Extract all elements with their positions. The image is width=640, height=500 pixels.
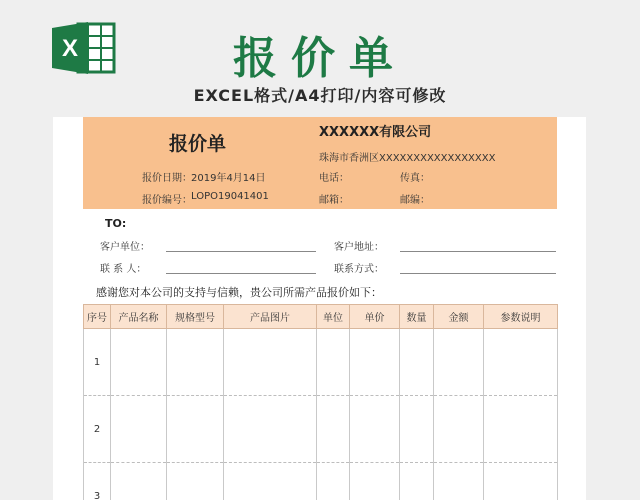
postcode-label: 邮编：: [400, 195, 430, 206]
banner-subtitle: EXCEL格式/A4打印/内容可修改: [193, 86, 447, 105]
table-cell[interactable]: [224, 329, 317, 396]
table-cell[interactable]: [350, 463, 400, 500]
company-address: 珠海市香洲区XXXXXXXXXXXXXXXXX: [319, 153, 496, 164]
table-cell[interactable]: [484, 463, 558, 500]
table-row: [84, 463, 558, 500]
table-cell[interactable]: [350, 396, 400, 463]
table-cell[interactable]: [434, 329, 484, 396]
table-cell[interactable]: [317, 396, 350, 463]
table-cell[interactable]: [400, 396, 434, 463]
table-cell[interactable]: [167, 329, 224, 396]
table-cell[interactable]: [167, 396, 224, 463]
table-cell[interactable]: [317, 463, 350, 500]
to-label: TO:: [105, 217, 127, 230]
table-cell[interactable]: [484, 396, 558, 463]
table-cell[interactable]: [167, 463, 224, 500]
table-cell[interactable]: [434, 463, 484, 500]
table-cell[interactable]: [224, 463, 317, 500]
col-header: 参数说明: [484, 305, 558, 329]
table-cell[interactable]: [224, 396, 317, 463]
col-header: 产品图片: [224, 305, 317, 329]
col-header: 规格型号: [167, 305, 224, 329]
contact-person-label: 联 系 人：: [100, 264, 147, 275]
quote-no-value: LOPO19041401: [191, 191, 269, 202]
contact-method-label: 联系方式：: [334, 264, 384, 275]
quote-table: [83, 304, 558, 500]
col-header: 数量: [400, 305, 434, 329]
table-header-row: [84, 305, 558, 329]
col-header: 单价: [350, 305, 400, 329]
client-unit-field[interactable]: [166, 251, 316, 252]
col-header: 产品名称: [111, 305, 167, 329]
table-row: [84, 329, 558, 396]
quote-date-label: 报价日期：: [142, 173, 192, 184]
quote-no-label: 报价编号：: [142, 195, 192, 206]
quote-sheet: [53, 117, 586, 500]
row-number: 3: [84, 463, 111, 500]
quote-date-value: 2019年4月14日: [191, 173, 266, 184]
col-header: 单位: [317, 305, 350, 329]
fax-label: 传真：: [400, 173, 430, 184]
contact-method-field[interactable]: [400, 273, 556, 274]
table-cell[interactable]: [434, 396, 484, 463]
table-cell[interactable]: [111, 463, 167, 500]
client-address-label: 客户地址：: [334, 242, 384, 253]
table-cell[interactable]: [484, 329, 558, 396]
table-row: [84, 396, 558, 463]
table-cell[interactable]: [111, 329, 167, 396]
row-number: 2: [84, 396, 111, 463]
banner-title: 报价单: [233, 33, 407, 84]
company-name: XXXXXX有限公司: [319, 125, 432, 140]
table-cell[interactable]: [111, 396, 167, 463]
row-number: 1: [84, 329, 111, 396]
email-label: 邮箱：: [319, 195, 349, 206]
phone-label: 电话：: [319, 173, 349, 184]
table-cell[interactable]: [400, 463, 434, 500]
intro-text: 感谢您对本公司的支持与信赖，贵公司所需产品报价如下：: [96, 286, 382, 299]
col-header: 金额: [434, 305, 484, 329]
client-unit-label: 客户单位：: [100, 242, 150, 253]
client-address-field[interactable]: [400, 251, 556, 252]
col-header: 序号: [84, 305, 111, 329]
excel-logo-letter: X: [61, 35, 79, 62]
table-cell[interactable]: [400, 329, 434, 396]
table-cell[interactable]: [350, 329, 400, 396]
table-cell[interactable]: [317, 329, 350, 396]
quote-header: [83, 117, 557, 209]
form-title: 报价单: [169, 133, 227, 155]
contact-person-field[interactable]: [166, 273, 316, 274]
